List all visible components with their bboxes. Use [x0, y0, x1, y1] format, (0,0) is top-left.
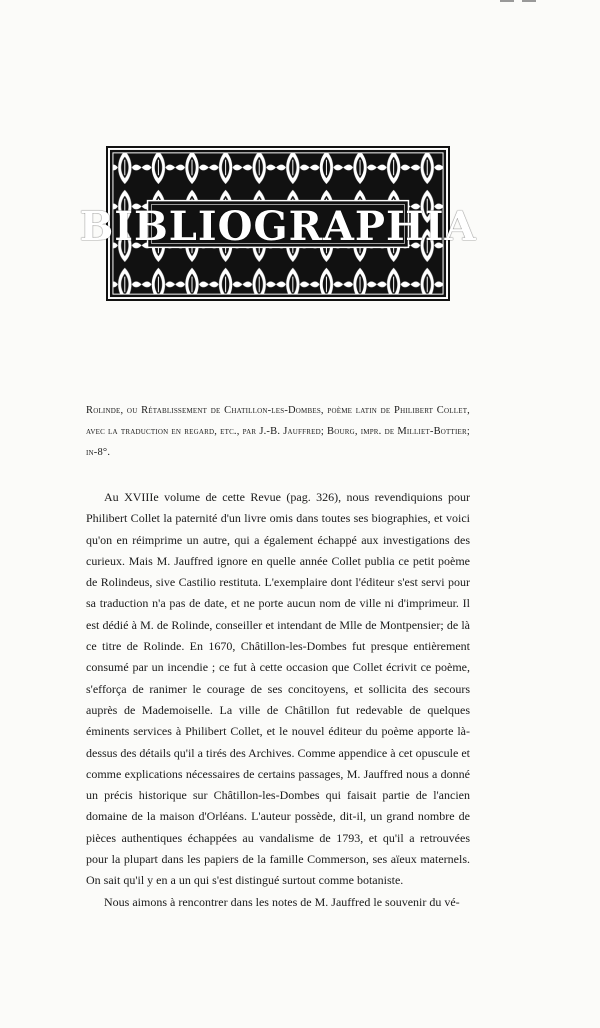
bibliographic-reference: Rolinde, ou Rétablissement de Chatillon-les-Dombes, poème latin de Philibert Collet, avec la traduction en regard, etc., par J.-B. Jauffred; Bourg, impr. de Milliet-Bottier; in-8°.	[86, 405, 470, 458]
page-edge-marks	[500, 0, 560, 3]
paragraph: Nous aimons à rencontrer dans les notes de M. Jauffred le souvenir du vé-	[104, 894, 460, 909]
paragraph: Au XVIIIe volume de cette Revue (pag. 326), nous revendiquions pour Philibert Collet la paternité d'un livre omis dans toutes ses biographies, et voici qu'on en réimprime un autre, qui a également échappé aux investigations des curieux. Mais M. Jauffred ignore en quelle année Collet publia ce petit poème de Rolindeus, sive Castilio restituta. L'exemplaire dont l'éditeur s'est servi pour sa traduction n'a pas de date, et ne porte aucun nom de ville ni d'imprimeur. Il est dédié à M. de Rolinde, conseiller et intendant de Mlle de Montpensier; de là ce titre de Rolinde. En 1670, Châtillon-les-Dombes fut presque entièrement consumé par un incendie ; ce fut à cette occasion que Collet écrivit ce poème, s'efforça de ranimer le courage de ses concitoyens, et sollicita des secours auprès de Mademoiselle. La ville de Châtillon fut redevable de quelques éminents services à Philibert Collet, et le nouvel éditeur du poème apporte là-dessus des détails qu'il a tirés des Archives. Comme appendice à cet opuscule et comme explications nécessaires de certains passages, M. Jauffred nous a donné un précis historique sur Châtillon-les-Dombes qui faisait partie de l'ancien domaine de la maison d'Orléans. L'auteur possède, dit-il, un grand nombre de pièces authentiques échappées au vandalisme de 1793, et qu'il a retrouvées pour la plupart dans les papiers de la famille Commerson, ses aïeux maternels. On sait qu'il y en a un qui s'est distingué surtout comme botaniste.	[86, 490, 470, 888]
article-body	[86, 487, 470, 913]
bibliographia-banner	[79, 146, 477, 301]
banner-title: BIBLIOGRAPHIA	[79, 202, 477, 250]
